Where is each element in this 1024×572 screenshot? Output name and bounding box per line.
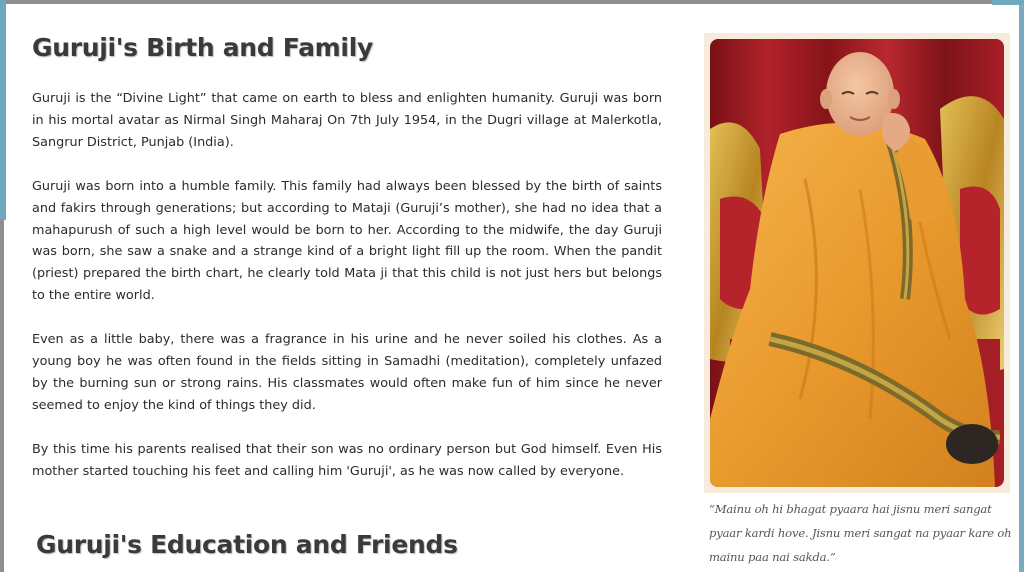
paragraph-2: Guruji was born into a humble family. This family had always been blessed by the birth of saints and fakirs through generations; but according to Mataji (Guruji’s mother), she had no idea that a mahapurush of such a high level would be born to her. According to the midwife, the day Guruji was born, she saw a snake and a strange kind of a bright light fill up the room. When the pandit (priest) prepared the birth chart, he clearly told Mata ji that this child is not just hers but belongs to the entire world.: [32, 178, 662, 304]
right-accent-bar: [1019, 0, 1024, 572]
section-title-education-friends: Guruji's Education and Friends: [36, 530, 458, 559]
guruji-photo-frame: [704, 33, 1010, 493]
paragraph-4: By this time his parents realised that their son was no ordinary person but God himself. Even His mother started touching his feet and calling him 'Guruji', as he was now called by everyone.: [32, 441, 662, 479]
article-body: [32, 88, 662, 505]
paragraph-1: Guruji is the “Divine Light” that came on earth to bless and enlighten humanity. Guruji was born in his mortal avatar as Nirmal Singh Maharaj On 7th July 1954, in the Dugri village at Malerkotla, Sangrur District, Punjab (India).: [32, 91, 662, 150]
paragraph-3: Even as a little baby, there was a fragrance in his urine and he never soiled his clothes. As a young boy he was often found in the fields sitting in Samadhi (meditation), completely unfazed by the burning sun or strong rains. His classmates would often make fun of him since he never seemed to enjoy the kind of things they did.: [32, 332, 662, 413]
top-right-accent: [992, 0, 1024, 5]
left-accent-bar: [0, 0, 6, 220]
section-title-birth-family: Guruji's Birth and Family: [32, 33, 373, 62]
quote-text: “Mainu oh hi bhagat pyaara hai jisnu meri sangat pyaar kardi hove. Jisnu meri sangat na pyaar kare oh mainu paa nai sakda.”: [709, 502, 1012, 564]
guruji-photo: [710, 39, 1004, 487]
